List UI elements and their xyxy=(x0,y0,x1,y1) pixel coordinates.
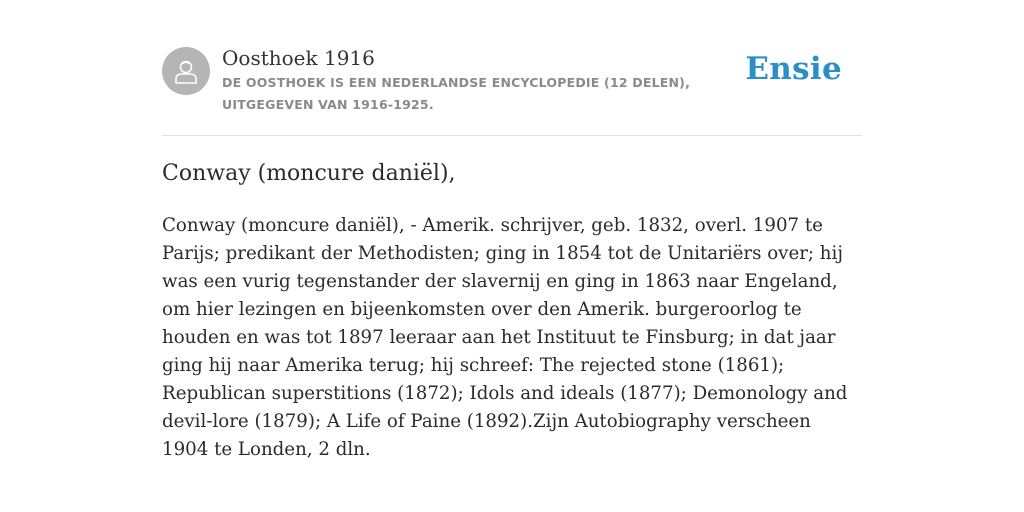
source-header xyxy=(162,46,862,116)
source-description: DE OOSTHOEK IS EEN NEDERLANDSE ENCYCLOPEDIE (12 DELEN), UITGEGEVEN VAN 1916-1925. xyxy=(222,75,691,112)
brand-logo[interactable]: Ensie xyxy=(745,51,842,87)
source-title[interactable]: Oosthoek 1916 xyxy=(222,46,375,70)
user-outline-icon xyxy=(171,56,201,86)
entry-title: Conway (moncure daniël), xyxy=(162,161,456,186)
source-avatar[interactable] xyxy=(162,47,210,95)
entry-body: Conway (moncure daniël), - Amerik. schrijver, geb. 1832, overl. 1907 te Parijs; predikant der Methodisten; ging in 1854 tot de Unitariërs over; hij was een vurig tegenstander der slavernij en ging in 1863 naar Engeland, om hier lezingen en bijeenkomsten over den Amerik. burgeroorlog te houden en was tot 1897 leeraar aan het Instituut te Finsburg; in dat jaar ging hij naar Amerika terug; hij schreef: The rejected stone (1861); Republican superstitions (1872); Idols and ideals (1877); Demonology and devil-lore (1879); A Life of Paine (1892).Zijn Autobiography verscheen 1904 te Londen, 2 dln. xyxy=(162,215,848,460)
header-divider xyxy=(162,135,862,136)
